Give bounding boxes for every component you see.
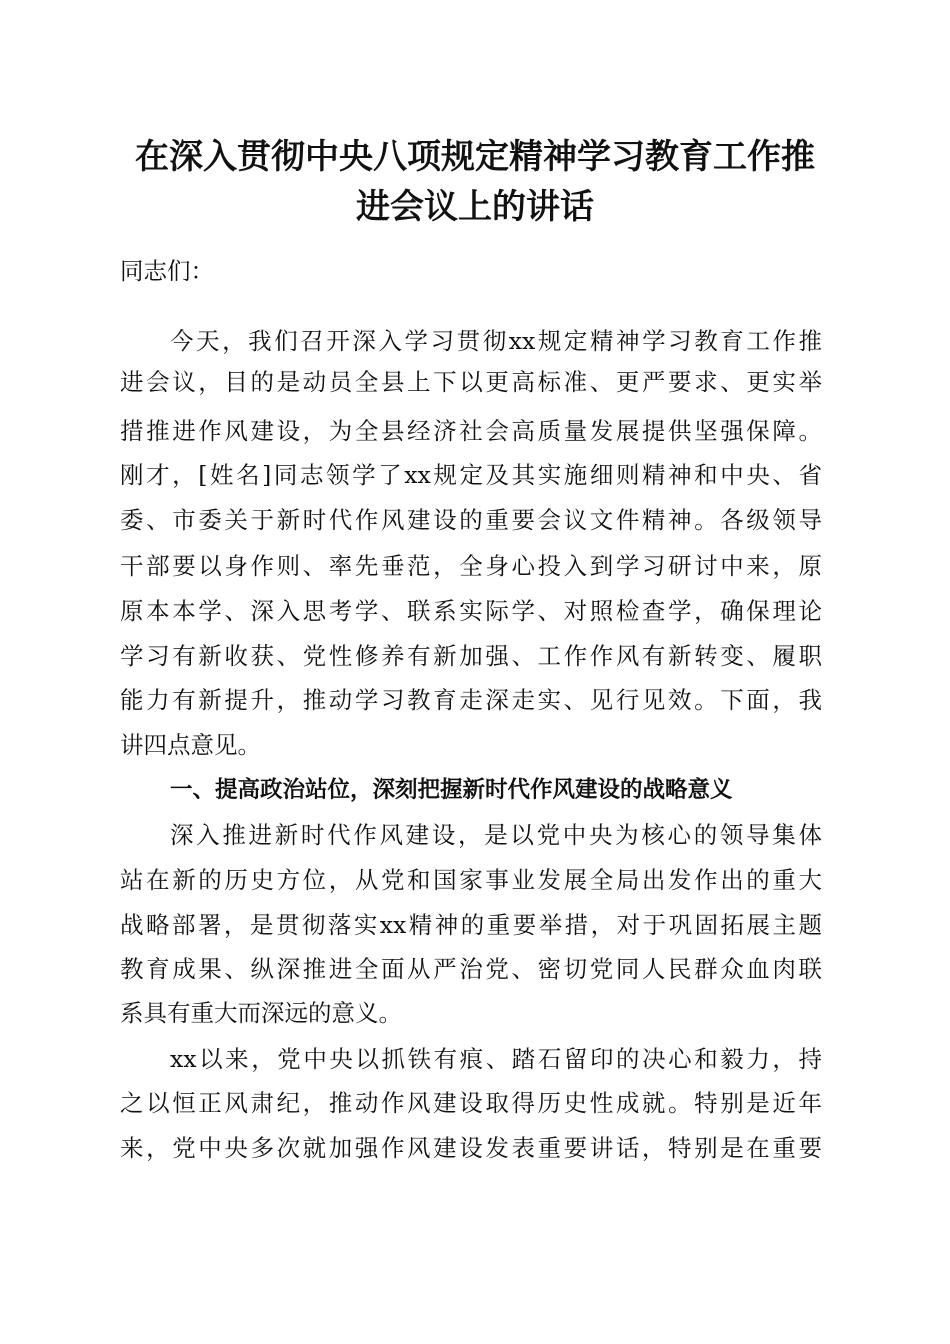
paragraph-line: 之以恒正风肃纪，推动作风建设取得历史性成就。特别是近年 xyxy=(120,1089,822,1117)
paragraph-line: 原本本学、深入思考学、联系实际学、对照检查学，确保理论 xyxy=(120,597,822,625)
paragraph-line: xx以来，党中央以抓铁有痕、踏石留印的决心和毅力，持 xyxy=(170,1045,822,1073)
paragraph-line: 教育成果、纵深推进全面从严治党、密切党同人民群众血肉联 xyxy=(120,955,822,983)
paragraph-line: 干部要以身作则、率先垂范，全身心投入到学习研讨中来，原 xyxy=(120,552,822,580)
paragraph-line: 来，党中央多次就加强作风建设发表重要讲话，特别是在重要 xyxy=(120,1134,822,1162)
paragraph-line: 进会议，目的是动员全县上下以更高标准、更严要求、更实举 xyxy=(120,368,822,396)
paragraph-line: 讲四点意见。 xyxy=(120,731,261,759)
document-title-line-1: 在深入贯彻中央八项规定精神学习教育工作推 xyxy=(135,137,815,177)
paragraph-line: 委、市委关于新时代作风建设的重要会议文件精神。各级领导 xyxy=(120,506,822,534)
paragraph-line: 站在新的历史方位，从党和国家事业发展全局出发作出的重大 xyxy=(120,866,822,894)
paragraph-line: 学习有新收获、党性修养有新加强、工作作风有新转变、履职 xyxy=(120,642,822,670)
paragraph-line: 系具有重大而深远的意义。 xyxy=(120,999,402,1027)
paragraph-line: 措推进作风建设，为全县经济社会高质量发展提供坚强保障。 xyxy=(120,417,822,445)
paragraph-line: 刚才，[姓名]同志领学了xx规定及其实施细则精神和中央、省 xyxy=(120,461,822,489)
salutation: 同志们： xyxy=(120,257,214,285)
paragraph-line: 今天，我们召开深入学习贯彻xx规定精神学习教育工作推 xyxy=(170,327,822,355)
paragraph-line: 深入推进新时代作风建设，是以党中央为核心的领导集体 xyxy=(170,821,822,849)
paragraph-line: 战略部署，是贯彻落实xx精神的重要举措，对于巩固拓展主题 xyxy=(120,911,822,939)
section-heading: 一、提高政治站位，深刻把握新时代作风建设的战略意义 xyxy=(170,777,733,803)
paragraph-line: 能力有新提升，推动学习教育走深走实、见行见效。下面，我 xyxy=(120,686,822,714)
document-title-line-2: 进会议上的讲话 xyxy=(356,187,594,227)
